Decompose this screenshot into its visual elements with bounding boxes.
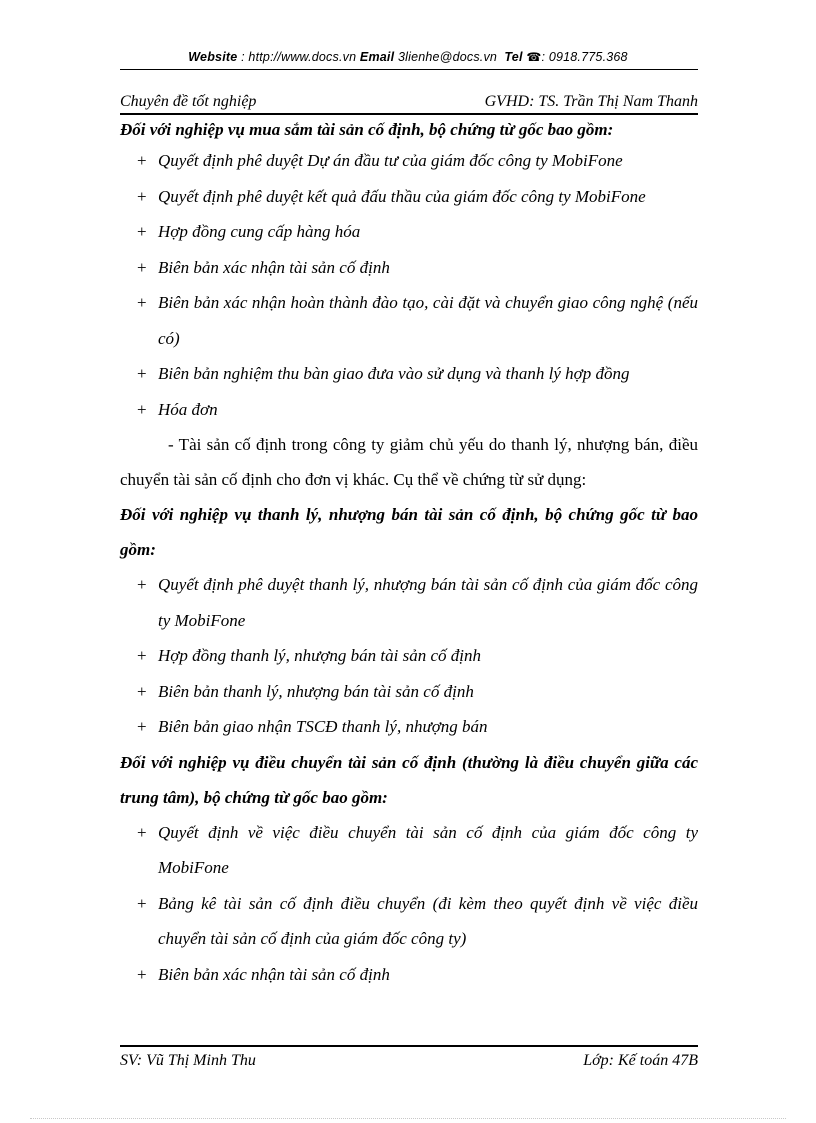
- list-item-text: Quyết định phê duyệt thanh lý, nhượng bán tài sản cố định của giám đốc công ty MobiFone: [158, 575, 698, 630]
- tel-number: 0918.775.368: [548, 50, 628, 64]
- list-item: [120, 957, 698, 993]
- transfer-documents-list: [120, 815, 698, 993]
- header-right: GVHD: TS. Trần Thị Nam Thanh: [484, 93, 698, 110]
- liquidation-documents-list: [120, 567, 698, 745]
- list-item-text: Quyết định phê duyệt kết quả đấu thầu của giám đốc công ty MobiFone: [158, 186, 646, 206]
- email-stray-char: 3: [397, 50, 406, 64]
- footer-student: SV: Vũ Thị Minh Thu: [120, 1052, 256, 1069]
- list-item-text: Biên bản xác nhận tài sản cố định: [158, 964, 390, 984]
- bullet-plus: +: [137, 893, 147, 913]
- list-item: [120, 143, 698, 179]
- email-link[interactable]: lienhe@docs.vn: [405, 50, 498, 64]
- bullet-plus: +: [137, 646, 147, 665]
- footer-class: Lớp: Kế toán 47B: [583, 1052, 698, 1069]
- section-heading-purchase: Đối với nghiệp vụ mua sắm tài sản cố định, bộ chứng từ gốc bao gồm:: [120, 120, 614, 139]
- list-item: [120, 886, 698, 957]
- header-divider: [120, 113, 698, 115]
- footer-divider: [120, 1045, 698, 1047]
- list-item-text: Quyết định về việc điều chuyển tài sản cố định của giám đốc công ty MobiFone: [158, 822, 698, 877]
- list-item-text: Biên bản nghiệm thu bàn giao đưa vào sử dụng và thanh lý hợp đồng: [158, 364, 630, 383]
- list-item-text: Biên bản giao nhận TSCĐ thanh lý, nhượng bán: [158, 717, 488, 736]
- list-item-text: Hợp đồng cung cấp hàng hóa: [158, 222, 361, 241]
- bullet-plus: +: [137, 364, 147, 383]
- list-item-text: Bảng kê tài sản cố định điều chuyển (đi kèm theo quyết định về việc điều chuyển tài sản cố định của giám đốc công ty): [158, 893, 698, 948]
- phone-icon: ☎: [526, 50, 542, 64]
- list-item-text: Quyết định phê duyệt Dự án đầu tư của giám đốc công ty MobiFone: [158, 151, 623, 170]
- website-label: Website: [188, 50, 238, 64]
- list-item: [120, 674, 698, 710]
- list-item: [120, 250, 698, 286]
- purchase-documents-list: [120, 143, 698, 427]
- bullet-plus: +: [137, 717, 147, 736]
- section-heading-transfer: Đối với nghiệp vụ điều chuyển tài sản cố định (thường là điều chuyển giữa các trung tâm), bộ chứng từ gốc bao gồm:: [120, 752, 698, 807]
- bullet-plus: +: [137, 399, 147, 419]
- list-item-text: Biên bản xác nhận hoàn thành đào tạo, cài đặt và chuyển giao công nghệ (nếu có): [158, 293, 698, 348]
- bullet-plus: +: [137, 575, 147, 594]
- list-item-text: Hóa đơn: [158, 399, 218, 419]
- bullet-plus: +: [137, 964, 147, 984]
- list-item: [120, 815, 698, 886]
- list-item: [120, 638, 698, 674]
- list-item-text: Biên bản thanh lý, nhượng bán tài sản cố định: [158, 681, 474, 701]
- banner-divider: [120, 69, 698, 70]
- list-item: [120, 285, 698, 356]
- bullet-plus: +: [137, 293, 147, 312]
- list-item: [120, 214, 698, 250]
- list-item: [120, 356, 698, 392]
- bullet-plus: +: [137, 822, 147, 842]
- header-left: Chuyên đề tốt nghiệp: [120, 93, 257, 110]
- page-header: [120, 93, 698, 111]
- body-paragraph: - Tài sản cố định trong công ty giảm chủ yếu do thanh lý, nhượng bán, điều chuyển tài sản cố định cho đơn vị khác. Cụ thể về chứng từ sử dụng:: [120, 435, 698, 489]
- page-edge-divider: [30, 1118, 786, 1119]
- bullet-plus: +: [137, 186, 147, 206]
- bullet-plus: +: [137, 222, 147, 241]
- list-item-text: Biên bản xác nhận tài sản cố định: [158, 257, 390, 277]
- website-link[interactable]: http://www.docs.vn: [248, 50, 357, 64]
- tel-label: Tel: [504, 50, 523, 64]
- list-item: [120, 179, 698, 215]
- bullet-plus: +: [137, 257, 147, 277]
- section-heading-liquidation: Đối với nghiệp vụ thanh lý, nhượng bán tài sản cố định, bộ chứng gốc từ bao gồm:: [120, 505, 698, 559]
- list-item: [120, 709, 698, 745]
- email-label: Email: [359, 50, 395, 64]
- list-item: [120, 392, 698, 428]
- page-body: [120, 117, 698, 992]
- list-item-text: Hợp đồng thanh lý, nhượng bán tài sản cố định: [158, 646, 482, 665]
- bullet-plus: +: [137, 681, 147, 701]
- website-banner: Website : http://www.docs.vn Email 3lienhe@docs.vn Tel ☎: 0918.775.368: [188, 50, 628, 64]
- page-footer: [120, 1052, 698, 1070]
- bullet-plus: +: [137, 151, 147, 170]
- list-item: [120, 567, 698, 638]
